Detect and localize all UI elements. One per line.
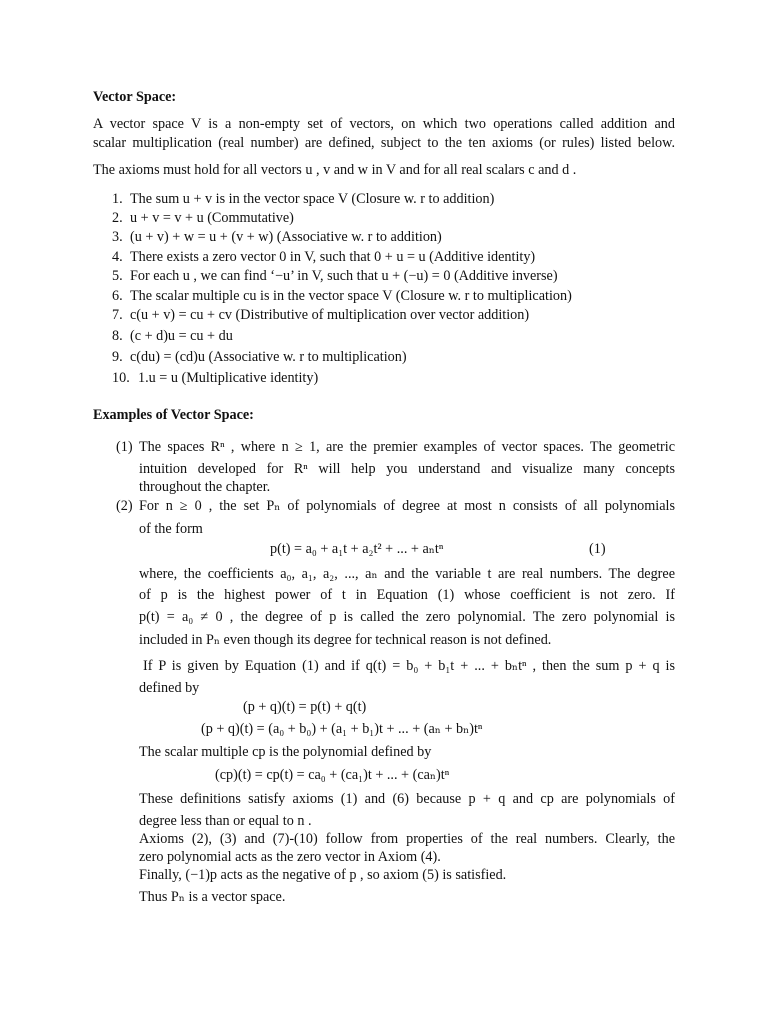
- example-1-line-3: throughout the chapter.: [139, 479, 271, 495]
- axiom-text: 1.u = u (Multiplicative identity): [138, 370, 319, 386]
- section-title-vector-space: Vector Space:: [93, 89, 177, 105]
- axiom-text: u + v = v + u (Commutative): [130, 210, 294, 226]
- axiom-number: 1.: [112, 191, 123, 207]
- definitions-line-2: degree less than or equal to n .: [139, 813, 312, 829]
- equation-1: p(t) = a₀ + a₁t + a₂t² + ... + aₙtⁿ: [270, 541, 444, 557]
- axiom-number: 2.: [112, 210, 123, 226]
- example-1-line-1: The spaces Rⁿ , where n ≥ 1, are the premier examples of vector spaces. The geometric: [139, 439, 675, 455]
- axiom-text: For each u , we can find ‘−u’ in V, such that u + (−u) = 0 (Additive inverse): [130, 268, 558, 284]
- equation-1-number: (1): [589, 541, 606, 557]
- example-2-line-1: For n ≥ 0 , the set Pₙ of polynomials of degree at most n consists of all polynomials: [139, 498, 675, 514]
- axiom-text: c(u + v) = cu + cv (Distributive of multiplication over vector addition): [130, 307, 530, 323]
- axiom-text: (u + v) + w = u + (v + w) (Associative w. r to addition): [130, 229, 442, 245]
- equation-2: (p + q)(t) = p(t) + q(t): [243, 699, 367, 715]
- degree-para-line-1: where, the coefficients a₀, a₁, a₂, ..., aₙ and the variable t are real numbers. The degree: [139, 566, 675, 582]
- axioms-follow-line-1: Axioms (2), (3) and (7)-(10) follow from properties of the real numbers. Clearly, the: [139, 831, 675, 847]
- scalar-multiple-line: The scalar multiple cp is the polynomial defined by: [139, 744, 432, 760]
- section-title-examples: Examples of Vector Space:: [93, 407, 254, 423]
- sum-para-line-1: If P is given by Equation (1) and if q(t) = b₀ + b₁t + ... + bₙtⁿ , then the sum p + q is: [143, 658, 675, 674]
- equation-3: (p + q)(t) = (a₀ + b₀) + (a₁ + b₁)t + ... + (aₙ + bₙ)tⁿ: [201, 721, 483, 737]
- axiom-number: 3.: [112, 229, 123, 245]
- degree-para-line-4: included in Pₙ even though its degree for technical reason is not defined.: [139, 632, 552, 648]
- degree-para-line-3: p(t) = a₀ ≠ 0 , the degree of p is called the zero polynomial. The zero polynomial is: [139, 609, 675, 625]
- intro-line-3: The axioms must hold for all vectors u , v and w in V and for all real scalars c and d .: [93, 162, 577, 178]
- example-number: (1): [116, 439, 133, 455]
- axiom-number: 9.: [112, 349, 123, 365]
- axiom-number: 8.: [112, 328, 123, 344]
- axioms-follow-line-2: zero polynomial acts as the zero vector in Axiom (4).: [139, 849, 441, 865]
- example-1-line-2: intuition developed for Rⁿ will help you understand and visualize many concepts: [139, 461, 675, 477]
- sum-para-line-2: defined by: [139, 680, 200, 696]
- axiom-text: (c + d)u = cu + du: [130, 328, 233, 344]
- axiom-text: There exists a zero vector 0 in V, such that 0 + u = u (Additive identity): [130, 249, 536, 265]
- degree-para-line-2: of p is the highest power of t in Equation (1) whose coefficient is not zero. If: [139, 587, 675, 603]
- axiom-number: 5.: [112, 268, 123, 284]
- axiom-text: The scalar multiple cu is in the vector space V (Closure w. r to multiplication): [130, 288, 572, 304]
- example-number: (2): [116, 498, 133, 514]
- axiom-number: 7.: [112, 307, 123, 323]
- equation-4: (cp)(t) = cp(t) = ca₀ + (ca₁)t + ... + (caₙ)tⁿ: [215, 767, 450, 783]
- intro-line-2: scalar multiplication (real number) are defined, subject to the ten axioms (or rules) listed below.: [93, 135, 675, 151]
- finally-line: Finally, (−1)p acts as the negative of p , so axiom (5) is satisfied.: [139, 867, 507, 883]
- axiom-number: 10.: [112, 370, 130, 386]
- axiom-text: c(du) = (cd)u (Associative w. r to multiplication): [130, 349, 407, 365]
- example-2-line-2: of the form: [139, 521, 203, 537]
- conclusion-line: Thus Pₙ is a vector space.: [139, 889, 286, 905]
- axiom-text: The sum u + v is in the vector space V (Closure w. r to addition): [130, 191, 495, 207]
- definitions-line-1: These definitions satisfy axioms (1) and (6) because p + q and cp are polynomials of: [139, 791, 675, 807]
- intro-line-1: A vector space V is a non-empty set of vectors, on which two operations called addition and: [93, 116, 675, 132]
- axiom-number: 4.: [112, 249, 123, 265]
- axiom-number: 6.: [112, 288, 123, 304]
